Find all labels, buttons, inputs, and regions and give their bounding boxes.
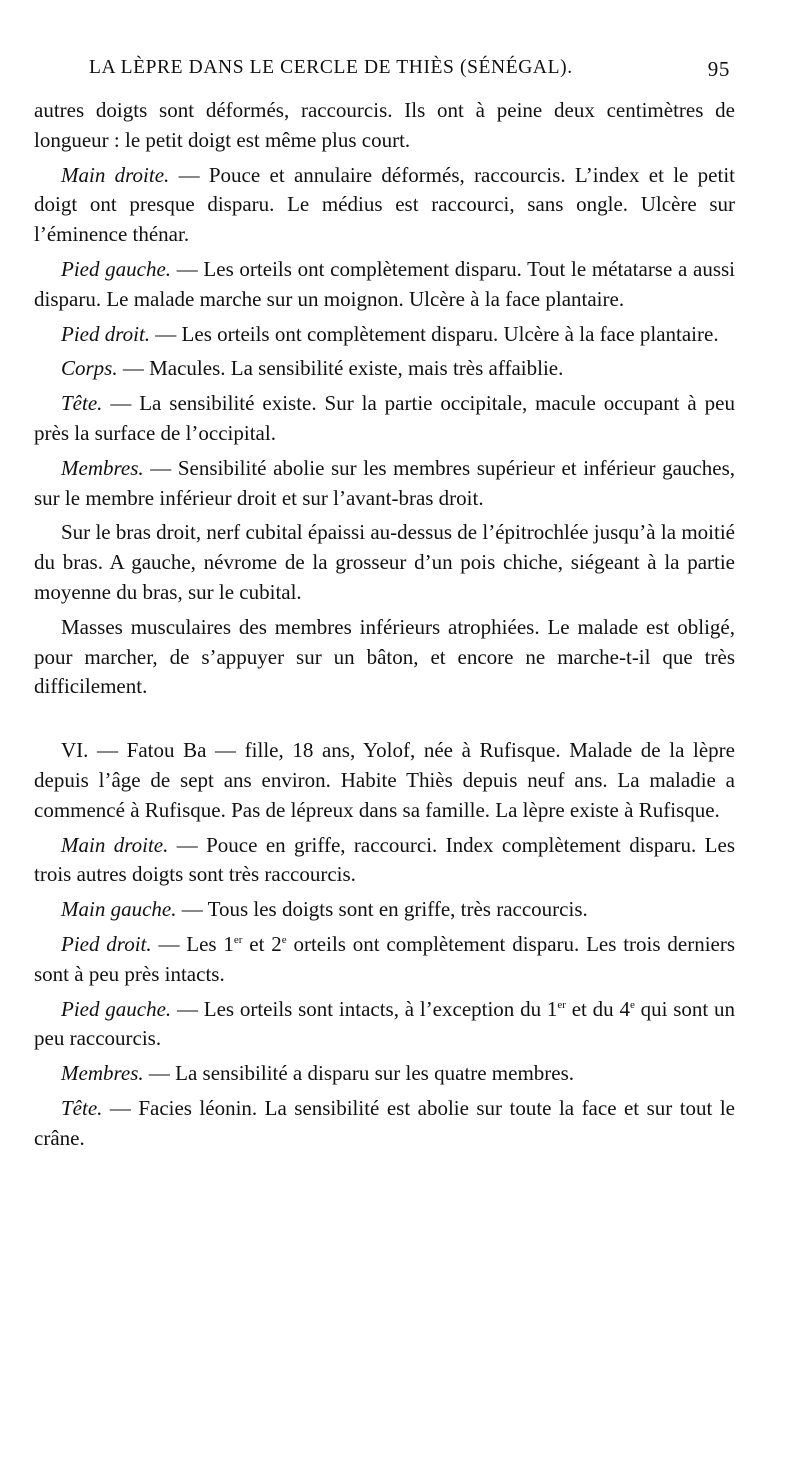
ordinal-suffix: e [629,998,635,1011]
paragraph-text: — Les 1 [151,931,234,956]
paragraph-text: — Macules. La sensibilité existe, mais très affaiblie. [117,356,564,381]
section-label: Pied gauche. [61,996,172,1021]
paragraph [34,930,735,990]
paragraph [34,454,735,514]
paragraph [34,255,735,315]
section-label: Pied droit. [61,321,151,346]
section-label: Pied droit. [61,931,152,956]
paragraph-text: — Facies léonin. La sensibilité est abolie sur toute la face et sur tout le crâne. [34,1095,735,1150]
section-label: Tête. [61,1095,103,1120]
paragraph-text: et 2 [242,931,282,956]
ordinal-suffix: e [281,933,287,946]
body-text [34,96,735,1159]
paragraph-text: qui sont un peu raccourcis. [34,996,736,1051]
paragraph [34,895,735,925]
section-label: Pied gauche. [61,256,172,281]
paragraph [34,389,735,449]
running-title: LA LÈPRE DANS LE CERCLE DE THIÈS (SÉNÉGAL). [89,57,573,78]
running-header [34,57,734,87]
paragraph [34,613,735,702]
paragraph [34,1094,735,1154]
section-label: Tête. [61,391,103,416]
paragraph [34,1059,735,1089]
ordinal-suffix: er [557,998,566,1011]
section-label: Main droite. [61,162,170,187]
paragraph [34,161,735,250]
paragraph [34,354,735,384]
paragraph [34,518,735,607]
paragraph-text: — La sensibilité existe. Sur la partie occipitale, macule occupant à peu près la surface de l’occipital. [34,391,735,445]
paragraph-text: — Sensibilité abolie sur les membres supérieur et inférieur gauches, sur le membre inférieur droit et sur l’avant-bras droit. [34,455,735,510]
paragraph-text: autres doigts sont déformés, raccourcis. Ils ont à peine deux centimètres de longueur : le petit doigt est même plus court. [34,98,735,152]
paragraph [34,96,735,156]
paragraph-text: — Pouce et annulaire déformés, raccourcis. L’index et le petit doigt ont presque disparu. Le médius est raccourci, sans ongle. Ulcère sur l’éminence thénar. [34,162,735,247]
paragraph-text: VI. — Fatou Ba — fille, 18 ans, Yolof, née à Rufisque. Malade de la lèpre depuis l’âge de sept ans environ. Habite Thiès depuis neuf ans. La maladie a commencé à Rufisque. Pas de lépreux dans sa famille. La lèpre existe à Rufisque. [34,738,735,822]
page-number: 95 [707,57,730,81]
section-label: Membres. [61,1061,144,1086]
paragraph-text: — Les orteils ont complètement disparu. Tout le métatarse a aussi disparu. Le malade marche sur un moignon. Ulcère à la face plantaire. [34,256,735,311]
section-label: Main droite. [61,832,169,857]
paragraph [34,831,735,891]
section-label: Corps. [61,356,118,381]
paragraph-text: Masses musculaires des membres inférieurs atrophiées. Le malade est obligé, pour marcher, de s’appuyer sur un bâton, et encore ne marche-t-il que très difficilement. [34,614,735,699]
section-label: Main gauche. [61,897,177,922]
section-label: Membres. [61,455,144,480]
paragraph-text: et du 4 [565,996,630,1021]
case-heading-paragraph [34,736,735,825]
paragraph [34,320,735,350]
paragraph-text: Sur le bras droit, nerf cubital épaissi au-dessus de l’épitrochlée jusqu’à la moitié du bras. A gauche, névrome de la grosseur d’un pois chiche, siégeant à la partie moyenne du bras, sur le cubital. [34,520,735,604]
paragraph-text: orteils ont complètement disparu. Les trois derniers sont à peu près intacts. [34,931,736,986]
paragraph-text: — Les orteils ont complètement disparu. Ulcère à la face plantaire. [150,321,719,346]
paragraph [34,995,735,1055]
paragraph-text: — Pouce en griffe, raccourci. Index complètement disparu. Les trois autres doigts sont très raccourcis. [34,832,735,887]
paragraph-text: — La sensibilité a disparu sur les quatre membres. [143,1061,575,1086]
paragraph-text: — Les orteils sont intacts, à l’exception du 1 [171,996,558,1021]
ordinal-suffix: er [233,933,243,946]
paragraph-text: — Tous les doigts sont en griffe, très raccourcis. [176,897,588,922]
